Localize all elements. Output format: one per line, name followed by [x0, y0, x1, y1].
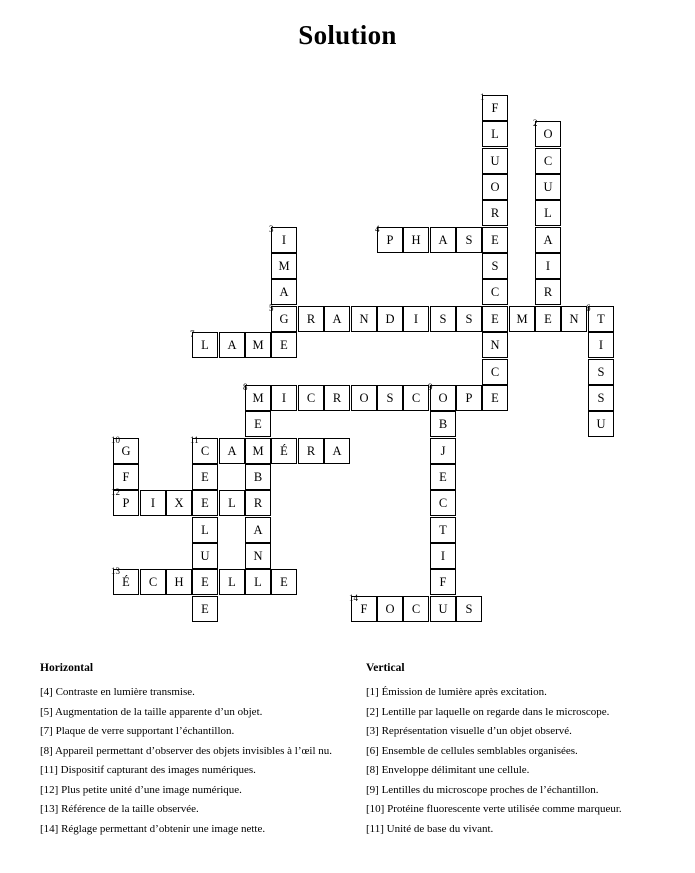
- cell-number: 2: [533, 118, 538, 128]
- grid-cell: [140, 490, 166, 516]
- grid-cell: [430, 543, 456, 569]
- grid-cell: [111, 435, 139, 464]
- grid-cell: [271, 332, 297, 358]
- grid-cell: [482, 253, 508, 279]
- clue-vertical-6: [6] Ensemble de cellules semblables organisées.: [366, 744, 578, 757]
- grid-cell: [482, 306, 508, 332]
- grid-cell: [166, 569, 192, 595]
- cell-letter: M: [516, 311, 528, 326]
- clue-horizontal-11: [11] Dispositif capturant des images numériques.: [40, 764, 256, 776]
- cell-letter: E: [439, 469, 447, 484]
- grid-cell: [271, 569, 297, 595]
- grid-cell: [430, 569, 456, 595]
- grid-cell: [482, 385, 508, 411]
- cell-letter: M: [252, 390, 264, 405]
- grid-cell: [111, 487, 139, 516]
- cell-letter: S: [597, 364, 605, 379]
- grid-cell: [245, 517, 271, 543]
- grid-cell: [298, 438, 324, 464]
- grid-cell: [192, 543, 218, 569]
- clue-horizontal-7: [7] Plaque de verre supportant l’échantillon.: [40, 725, 235, 737]
- grid-cell: [482, 121, 508, 147]
- grid-cell: [377, 596, 403, 622]
- grid-cell: [430, 411, 456, 437]
- cell-letter: O: [543, 126, 553, 141]
- clue-vertical-2: [2] Lentille par laquelle on regarde dans le microscope.: [366, 705, 610, 718]
- cell-number: 5: [269, 303, 274, 313]
- grid-cell: [482, 148, 508, 174]
- cell-letter: C: [306, 390, 316, 405]
- cell-number: 10: [111, 435, 120, 445]
- grid-cell: [535, 279, 561, 305]
- cell-letter: B: [438, 416, 448, 431]
- cell-letter: S: [597, 390, 605, 405]
- cell-letter: N: [359, 311, 369, 326]
- cell-letter: E: [201, 601, 209, 616]
- cell-letter: C: [200, 443, 210, 458]
- cell-letter: C: [490, 284, 500, 299]
- clue-vertical-9: [9] Lentilles du microscope proches de l’échantillon.: [366, 783, 599, 796]
- cell-letter: L: [228, 574, 236, 589]
- cell-letter: R: [332, 390, 342, 405]
- grid-cell: [403, 227, 429, 253]
- grid-cell: [245, 543, 271, 569]
- cell-letter: E: [280, 574, 288, 589]
- grid-cell: [166, 490, 192, 516]
- cell-letter: J: [440, 443, 446, 458]
- grid-cell: [245, 411, 271, 437]
- grid-cell: [377, 385, 403, 411]
- cell-letter: A: [253, 522, 263, 537]
- grid-cell: [192, 517, 218, 543]
- cell-number: 11: [190, 435, 199, 445]
- grid-cell: [456, 227, 482, 253]
- clue-horizontal-8: [8] Appareil permettant d’observer des objets invisibles à l’œil nu.: [40, 744, 333, 757]
- cell-letter: R: [306, 311, 316, 326]
- cell-letter: P: [465, 390, 473, 405]
- cell-letter: U: [438, 601, 448, 616]
- clue-vertical-8: [8] Enveloppe délimitant une cellule.: [366, 764, 530, 776]
- clue-vertical-3: [3] Représentation visuelle d’un objet observé.: [366, 725, 572, 737]
- cell-letter: E: [491, 390, 499, 405]
- cell-number: 1: [480, 92, 485, 102]
- grid-cell: [324, 385, 350, 411]
- horizontal-clues: [40, 662, 355, 842]
- grid-cell: [482, 359, 508, 385]
- grid-cell: [271, 279, 297, 305]
- grid-cell: [430, 490, 456, 516]
- grid-cell: [430, 596, 456, 622]
- grid-cell: [271, 253, 297, 279]
- grid-cell: [482, 200, 508, 226]
- cell-letter: A: [279, 284, 289, 299]
- cell-letter: L: [201, 337, 209, 352]
- grid-cell: [480, 92, 508, 121]
- grid-cell: [245, 490, 271, 516]
- cell-letter: E: [201, 469, 209, 484]
- cell-letter: C: [438, 495, 448, 510]
- cell-letter: T: [439, 522, 447, 537]
- cell-letter: I: [598, 337, 604, 352]
- grid-cell: [269, 303, 297, 332]
- grid-cell: [111, 566, 139, 595]
- grid-cell: [243, 382, 271, 411]
- clue-vertical-1: [1] Émission de lumière après excitation.: [366, 686, 547, 698]
- grid-cell: [219, 569, 245, 595]
- grid-cell: [586, 303, 614, 332]
- cell-letter: X: [174, 495, 184, 510]
- cell-number: 4: [375, 224, 380, 234]
- cell-letter: S: [465, 311, 473, 326]
- grid-cell: [245, 332, 271, 358]
- cell-letter: I: [281, 390, 287, 405]
- clue-horizontal-13: [13] Référence de la taille observée.: [40, 803, 199, 815]
- cell-letter: S: [491, 258, 499, 273]
- grid-cell: [509, 306, 535, 332]
- cell-letter: R: [543, 284, 553, 299]
- grid-cell: [219, 438, 245, 464]
- cell-letter: O: [438, 390, 448, 405]
- grid-cell: [140, 569, 166, 595]
- grid-cell: [535, 148, 561, 174]
- cell-letter: M: [252, 337, 264, 352]
- clue-horizontal-4: [4] Contraste en lumière transmise.: [40, 686, 195, 698]
- grid-cell: [298, 306, 324, 332]
- grid-cell: [535, 227, 561, 253]
- grid-cell: [430, 464, 456, 490]
- grid-cell: [430, 306, 456, 332]
- grid-cell: [351, 306, 377, 332]
- cell-letter: G: [121, 443, 131, 458]
- cell-number: 8: [243, 382, 248, 392]
- grid-cell: [535, 306, 561, 332]
- cell-number: 7: [190, 329, 195, 339]
- grid-cell: [535, 253, 561, 279]
- cell-letter: H: [174, 574, 184, 589]
- cell-letter: E: [491, 311, 499, 326]
- cell-number: 6: [586, 303, 591, 313]
- grid-cell: [324, 438, 350, 464]
- cell-letter: L: [544, 205, 552, 220]
- grid-cell: [190, 435, 218, 464]
- grid-cell: [561, 306, 587, 332]
- grid-cell: [351, 385, 377, 411]
- grid-cell: [219, 332, 245, 358]
- cell-letter: E: [544, 311, 552, 326]
- cell-letter: D: [385, 311, 395, 326]
- grid-cell: [245, 569, 271, 595]
- cell-letter: I: [413, 311, 419, 326]
- cell-number: 12: [111, 487, 120, 497]
- cell-letter: M: [278, 258, 290, 273]
- grid-cell: [588, 332, 614, 358]
- cell-letter: S: [386, 390, 394, 405]
- cell-letter: S: [465, 232, 473, 247]
- cell-letter: U: [596, 416, 606, 431]
- grid-cell: [482, 227, 508, 253]
- grid-cell: [588, 385, 614, 411]
- grid-cell: [430, 438, 456, 464]
- cell-letter: G: [279, 311, 289, 326]
- cell-letter: A: [543, 232, 553, 247]
- grid-cell: [482, 332, 508, 358]
- cell-letter: S: [439, 311, 447, 326]
- clue-horizontal-5: [5] Augmentation de la taille apparente d’un objet.: [40, 705, 263, 718]
- cell-letter: L: [254, 574, 262, 589]
- cell-number: 3: [269, 224, 274, 234]
- grid-cell: [324, 306, 350, 332]
- grid-cell: [245, 464, 271, 490]
- cell-letter: O: [490, 179, 500, 194]
- cell-letter: I: [281, 232, 287, 247]
- vertical-clues-heading: Vertical: [366, 662, 405, 674]
- grid-cell: [456, 596, 482, 622]
- grid-cell: [588, 359, 614, 385]
- grid-cell: [403, 596, 429, 622]
- grid-cell: [403, 385, 429, 411]
- grid-cell: [482, 279, 508, 305]
- grid-cell: [190, 329, 218, 358]
- grid-cell: [271, 438, 297, 464]
- cell-letter: T: [597, 311, 605, 326]
- cell-letter: P: [386, 232, 394, 247]
- cell-letter: E: [280, 337, 288, 352]
- cell-letter: N: [253, 548, 263, 563]
- cell-letter: É: [122, 574, 130, 589]
- clue-horizontal-12: [12] Plus petite unité d’une image numérique.: [40, 783, 242, 796]
- grid-cell: [245, 438, 271, 464]
- cell-letter: R: [490, 205, 500, 220]
- cell-letter: C: [543, 153, 553, 168]
- grid-cell: [533, 118, 561, 147]
- cell-letter: A: [227, 337, 237, 352]
- clue-vertical-11: [11] Unité de base du vivant.: [366, 822, 494, 835]
- cell-letter: P: [122, 495, 130, 510]
- horizontal-clues-heading: Horizontal: [40, 662, 94, 674]
- cell-letter: S: [465, 601, 473, 616]
- clue-horizontal-14: [14] Réglage permettant d’obtenir une image nette.: [40, 822, 266, 835]
- grid-cell: [535, 174, 561, 200]
- grid-cell: [535, 200, 561, 226]
- cell-letter: U: [490, 153, 500, 168]
- cell-letter: E: [201, 574, 209, 589]
- grid-cell: [192, 464, 218, 490]
- cell-letter: A: [332, 311, 342, 326]
- cell-number: 14: [349, 593, 358, 603]
- grid-cell: [403, 306, 429, 332]
- cell-letter: L: [228, 495, 236, 510]
- cell-letter: F: [122, 469, 130, 484]
- grid-cell: [192, 490, 218, 516]
- grid-cell: [298, 385, 324, 411]
- cell-letter: I: [440, 548, 446, 563]
- cell-letter: A: [227, 443, 237, 458]
- grid-cell: [192, 569, 218, 595]
- cell-number: 13: [111, 566, 120, 576]
- cell-letter: C: [411, 601, 421, 616]
- grid-cell: [428, 382, 456, 411]
- cell-letter: F: [360, 601, 368, 616]
- grid-cell: [456, 385, 482, 411]
- clue-vertical-10: [10] Protéine fluorescente verte utilisée comme marqueur.: [366, 803, 622, 815]
- grid-cell: [192, 596, 218, 622]
- cell-letter: É: [280, 443, 288, 458]
- cell-letter: F: [491, 100, 499, 115]
- grid-cell: [430, 227, 456, 253]
- grid-cell: [219, 490, 245, 516]
- cell-letter: E: [201, 495, 209, 510]
- cell-letter: E: [254, 416, 262, 431]
- cell-letter: N: [490, 337, 500, 352]
- grid-cell: [456, 306, 482, 332]
- cell-letter: H: [411, 232, 421, 247]
- grid-cell: [271, 385, 297, 411]
- grid-cell: [269, 224, 297, 253]
- page-title: Solution: [298, 20, 397, 50]
- cell-letter: L: [491, 126, 499, 141]
- cell-letter: C: [490, 364, 500, 379]
- cell-letter: N: [569, 311, 579, 326]
- grid-cell: [349, 593, 377, 622]
- cell-letter: I: [545, 258, 551, 273]
- vertical-clues: [366, 662, 666, 842]
- cell-letter: U: [200, 548, 210, 563]
- cell-number: 9: [428, 382, 433, 392]
- cell-letter: R: [253, 495, 263, 510]
- cell-letter: C: [411, 390, 421, 405]
- cell-letter: R: [306, 443, 316, 458]
- cell-letter: O: [359, 390, 369, 405]
- grid-cell: [377, 306, 403, 332]
- cell-letter: O: [385, 601, 395, 616]
- cell-letter: U: [543, 179, 553, 194]
- cell-letter: L: [201, 522, 209, 537]
- cell-letter: E: [491, 232, 499, 247]
- grid-cell: [375, 224, 403, 253]
- grid-cell: [482, 174, 508, 200]
- cell-letter: B: [253, 469, 263, 484]
- cell-letter: A: [332, 443, 342, 458]
- cell-letter: I: [150, 495, 156, 510]
- cell-letter: F: [439, 574, 447, 589]
- cell-letter: C: [148, 574, 158, 589]
- grid-cell: [588, 411, 614, 437]
- cell-letter: M: [252, 443, 264, 458]
- cell-letter: A: [438, 232, 448, 247]
- grid-cell: [430, 517, 456, 543]
